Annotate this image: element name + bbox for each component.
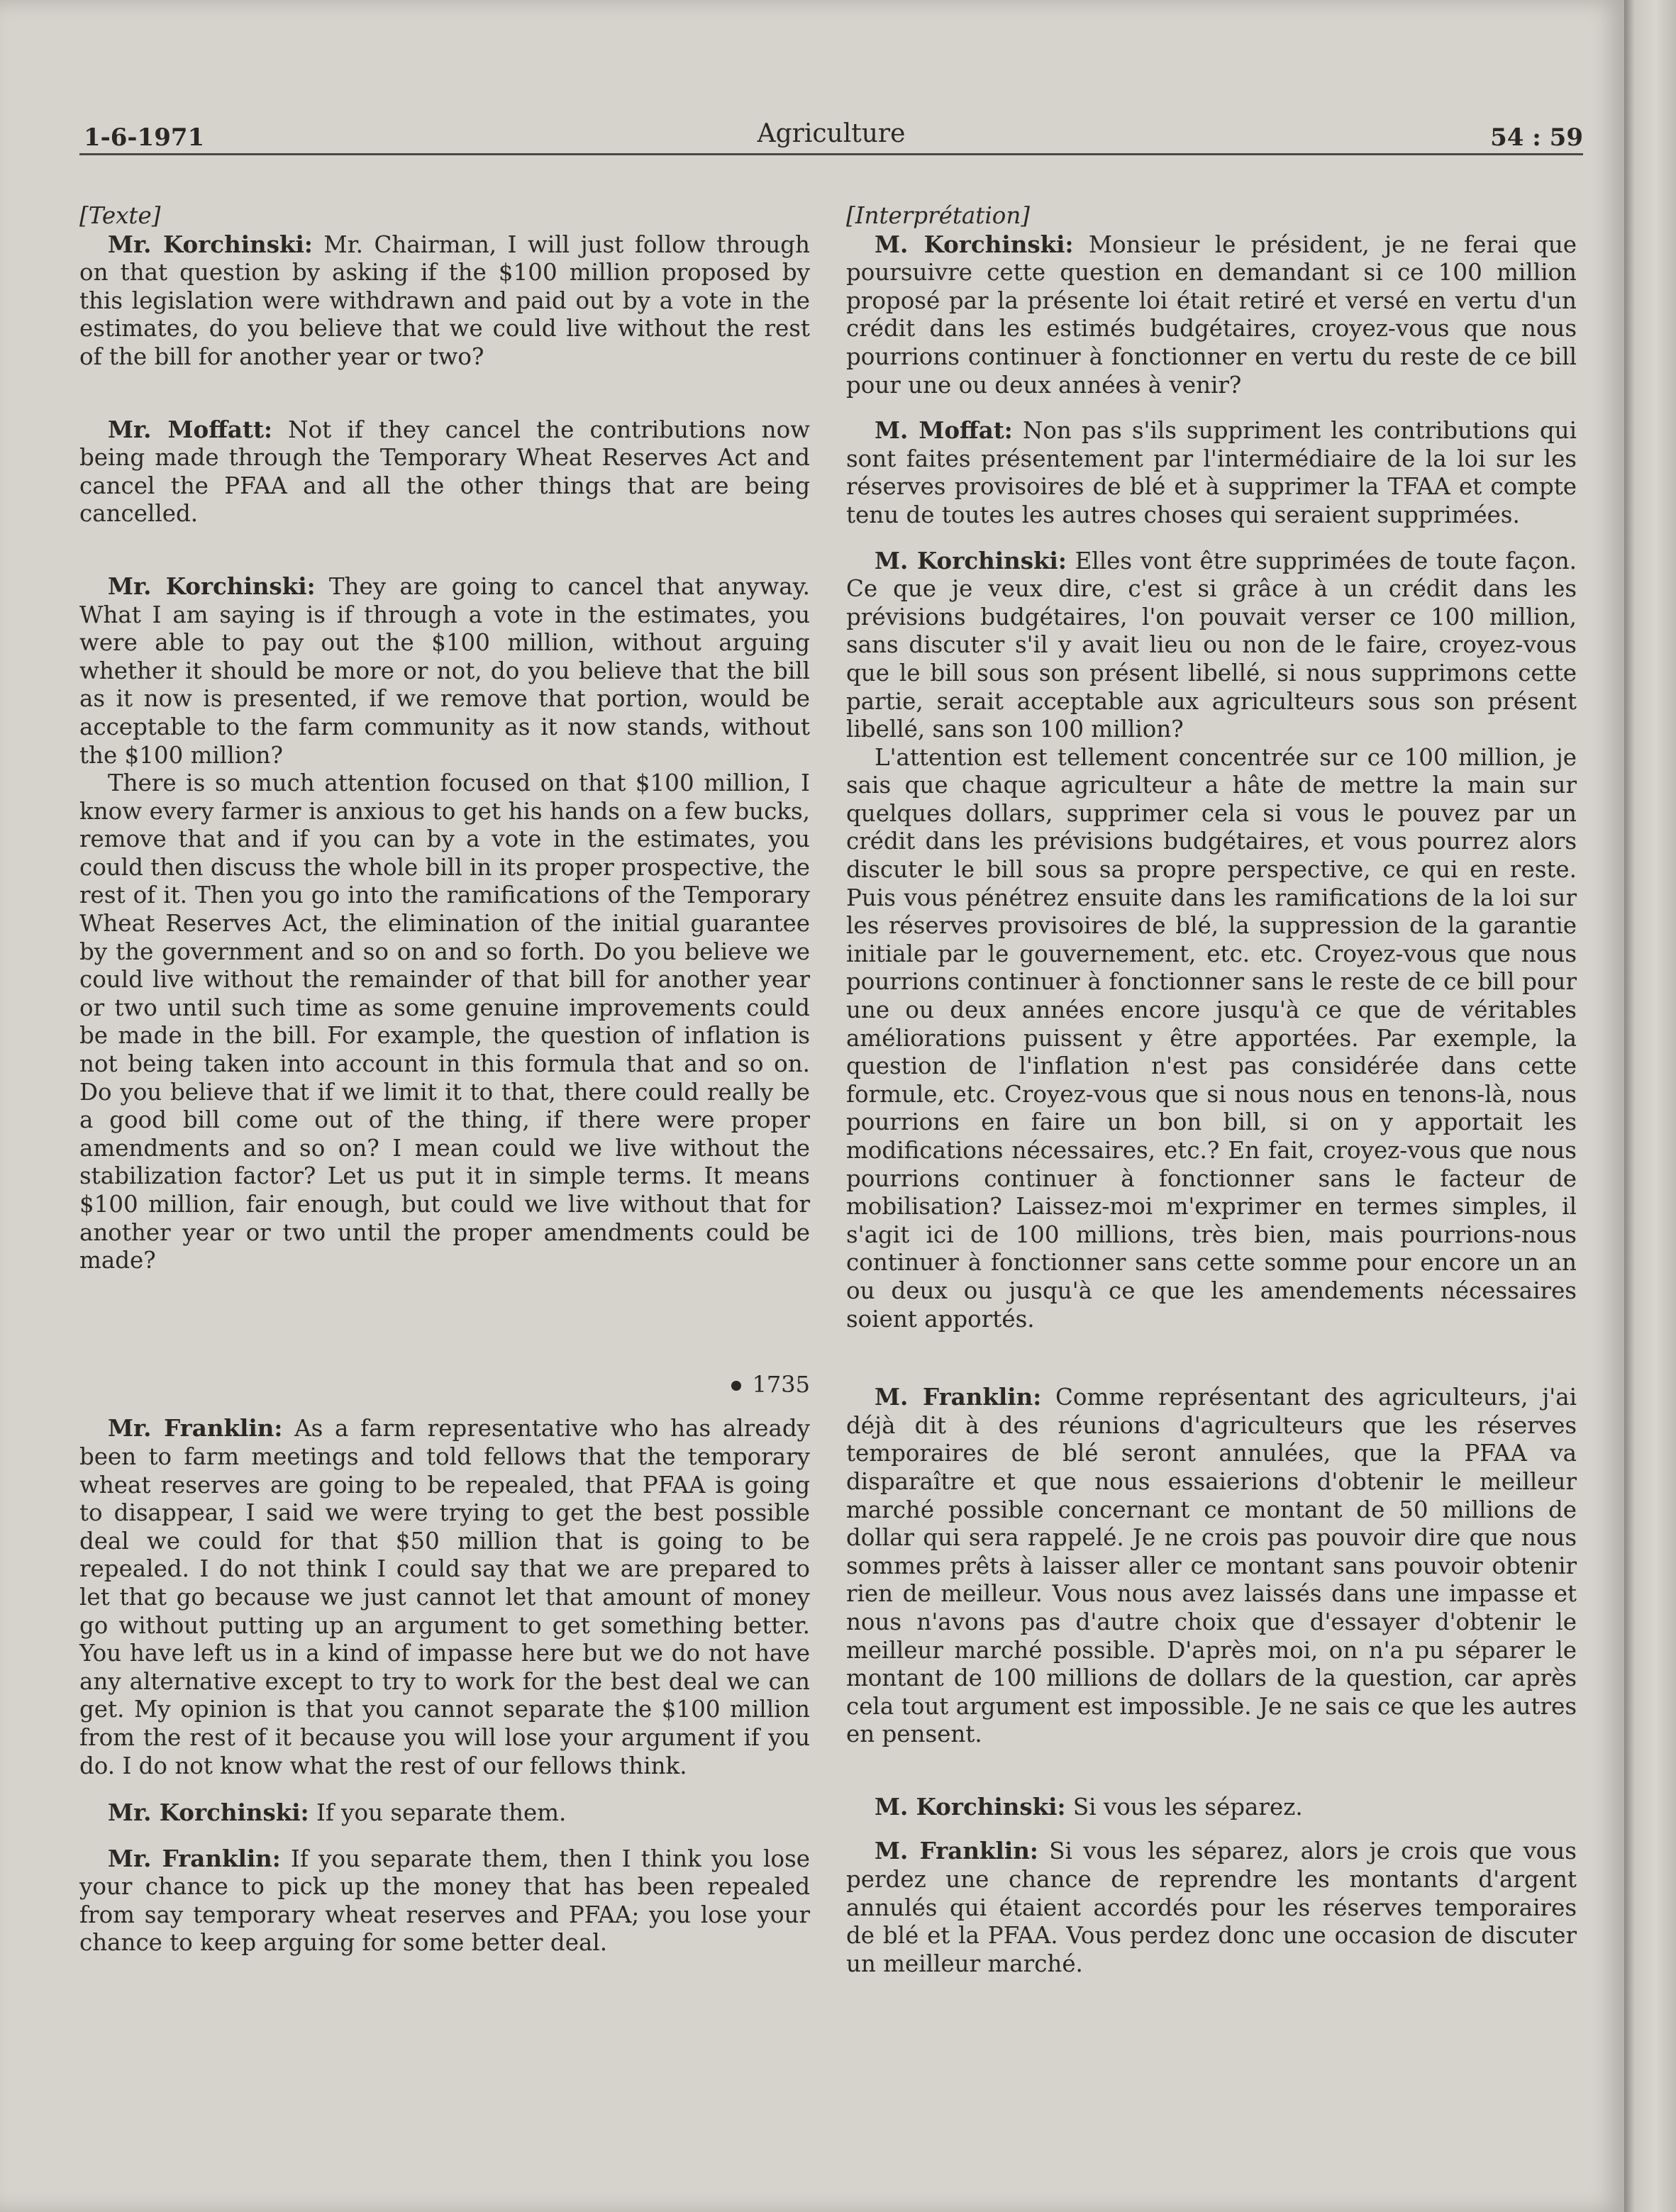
speaker-name: M. Korchinski: (875, 546, 1067, 574)
section-tag-texte (79, 202, 810, 230)
tag-bracket-open: [ (846, 202, 855, 229)
speech-text: Mr. Chairman, I will just follow through on that question by asking if the $100 million proposed by this legislation were withdrawn and paid out by a vote in the estimates, do you believe that we could live without the rest of the bill for another year or two? (79, 230, 810, 370)
speech-franklin-1 (846, 1383, 1577, 1749)
speech-text: As a farm representative who has already been to farm meetings and told fellows that the temporary wheat reserves are going to be repealed, that PFAA is going to disappear, I said we were trying to get the best possible deal we could for that $50 million that is going to be repealed. I do not think I could say that we are prepared to let that go because we just cannot let that amount of money go without putting up an argument to get something better. You have left us in a kind of impasse here but we do not have any alternative except to try to work for the best deal we can get. My opinion is that you cannot separate the $100 million from the rest of it because you will lose your argument if you do. I do not know what the rest of our fellows think. (79, 1415, 810, 1779)
speech-franklin-2 (79, 1845, 810, 1957)
page-edge-stack (1624, 0, 1676, 2212)
tag-label: Texte (88, 202, 152, 229)
speaker-name: Mr. Korchinski: (108, 230, 313, 258)
speech-moffatt (79, 416, 810, 528)
speech-text: Non pas s'ils suppriment les contributions qui sont faites présentement par l'intermédiaire de la loi sur les réserves provisoires de blé et à supprimer la TFAA et compte tenu de toutes les autres choses qui seraient supprimées. (846, 417, 1577, 528)
speaker-name: M. Franklin: (875, 1837, 1038, 1865)
tag-bracket-open: [ (79, 202, 89, 229)
speech-korchinski-2 (79, 572, 810, 769)
header-rule (79, 153, 1583, 155)
speaker-name: Mr. Franklin: (108, 1844, 281, 1872)
speech-korchinski-2-continued: There is so much attention focused on that $100 million, I know every farmer is anxious to get his hands on a few bucks, remove that and if you can by a vote in the estimates, you could then discuss the whole bill in its proper prospective, the rest of it. Then you go into the ramifications of the Temporary Wheat Reserves Act, the elimination of the initial guarantee by the government and so on and so forth. Do you believe we could live without the remainder of that bill for another year or two until such time as some genuine improvements could be made in the bill. For example, the question of inflation is not being taken into account in this formula that and so on. Do you believe that if we limit it to that, there could really be a good bill come out of the thing, if there were proper amendments and so on? I mean could we live without the stabilization factor? Let us put it in simple terms. It means $100 million, fair enough, but could we live without that for another year or two until the proper amendments could be made? (79, 769, 810, 1274)
speaker-name: Mr. Korchinski: (108, 572, 316, 600)
speech-text: Not if they cancel the contributions now being made through the Temporary Wheat Reserves Act and cancel the PFAA and all the other things that are being cancelled. (79, 416, 810, 528)
speech-text: Monsieur le président, je ne ferai que poursuivre cette question en demandant si ce 100 million proposé par la présente loi était retiré et versé en vertu d'un crédit dans les estimés budgétaires, croyez-vous que nous pourrions continuer à fonctionner en vertu du reste de ce bill pour une ou deux années à venir? (846, 230, 1577, 399)
speech-text: Elles vont être supprimées de toute façon. Ce que je veux dire, c'est si grâce à un crédit dans les prévisions budgétaires, l'on pouvait verser ce 100 million, sans discuter s'il y avait lieu ou non de le faire, croyez-vous que le bill sous son présent libellé, si nous supprimons cette partie, serait acceptable aux agriculteurs sous son présent libellé, sans son 100 million? (846, 547, 1577, 743)
speech-text: If you separate them. (316, 1799, 567, 1827)
speaker-name: Mr. Moffatt: (108, 415, 272, 443)
header-date: 1-6-1971 (84, 123, 205, 152)
time-marker (79, 1371, 810, 1399)
page-header (79, 119, 1583, 155)
speech-text: Si vous les séparez. (1072, 1793, 1303, 1821)
speaker-name: Mr. Korchinski: (108, 1799, 309, 1827)
speech-text: If you separate them, then I think you lose your chance to pick up the money that has been repealed from say temporary wheat reserves and PFAA; you lose your chance to keep arguing for some better deal. (79, 1845, 810, 1957)
speech-franklin-2 (846, 1837, 1577, 1978)
tag-label: Interprétation (855, 202, 1021, 229)
header-page-number: 54 : 59 (1490, 123, 1583, 152)
speech-korchinski-2 (846, 547, 1577, 744)
speaker-name: M. Korchinski: (875, 230, 1074, 258)
speech-text: Si vous les séparez, alors je crois que vous perdez une chance de reprendre les montants d'argent annulés qui étaient accordés pour les réserves temporaires de blé et la PFAA. Vous perdez donc une occasion de discuter un meilleur marché. (846, 1838, 1577, 1977)
english-column (79, 202, 810, 1957)
time-marker-text: 1735 (752, 1370, 810, 1398)
speech-korchinski-1 (846, 230, 1577, 400)
bullet-icon (731, 1381, 741, 1391)
speaker-name: M. Moffat: (875, 416, 1013, 445)
speech-korchinski-3 (79, 1799, 810, 1828)
speaker-name: M. Franklin: (875, 1383, 1042, 1411)
tag-bracket-close: ] (151, 202, 161, 229)
tag-bracket-close: ] (1021, 202, 1030, 229)
speech-franklin-1 (79, 1414, 810, 1780)
speech-korchinski-3 (846, 1793, 1577, 1822)
speaker-name: M. Korchinski: (875, 1792, 1066, 1821)
speaker-name: Mr. Franklin: (108, 1414, 283, 1443)
speech-korchinski-1 (79, 230, 810, 372)
section-tag-interpretation (846, 202, 1577, 230)
speech-korchinski-2-continued: L'attention est tellement concentrée sur ce 100 million, je sais que chaque agriculteur a hâte de mettre la main sur quelques dollars, supprimer cela si vous le pouvez par un crédit dans les prévisions budgétaires, et vous pourrez alors discuter le bill sous sa propre perspective, ce qui en reste. Puis vous pénétrez ensuite dans les ramifications de la loi sur les réserves provisoires de blé, la suppression de la garantie initiale par le gouvernement, etc. etc. Croyez-vous que nous pourrions continuer à fonctionner sans le reste de ce bill pour une ou deux années encore jusqu'à ce que de véritables améliorations puissent y être apportées. Par exemple, la question de l'inflation n'est pas considérée dans cette formule, etc. Croyez-vous que si nous nous en tenons-là, nous pourrions en faire un bon bill, si on y apportait les modifications nécessaires, etc.? En fait, croyez-vous que nous pourrions continuer à fonctionner sans le facteur de mobilisation? Laissez-moi m'exprimer en termes simples, il s'agit ici de 100 millions, très bien, mais pourrions-nous continuer à fonctionner sans cette somme pour encore un an ou deux ou jusqu'à ce que les amendements nécessaires soient apportés. (846, 743, 1577, 1333)
header-title: Agriculture (757, 119, 906, 148)
french-column (846, 202, 1577, 1978)
speech-text: Comme représentant des agriculteurs, j'ai déjà dit à des réunions d'agriculteurs que les réserves temporaires de blé seront annulées, que la PFAA va disparaître et que nous essaierions d'obtenir le meilleur marché possible concernant ce montant de 50 millions de dollar qui sera rappelé. Je ne crois pas pouvoir dire que nous sommes prêts à laisser aller ce montant sans pouvoir obtenir rien de meilleur. Vous nous avez laissés dans une impasse et nous n'avons pas d'autre choix que d'essayer d'obtenir le meilleur marché possible. D'après moi, on n'a pu séparer le montant de 100 millions de dollars de la question, car après cela tout argument est impossible. Je ne sais ce que les autres en pensent. (846, 1384, 1577, 1748)
speech-text: They are going to cancel that anyway. What I am saying is if through a vote in the estimates, you were able to pay out the $100 million, without arguing whether it should be more or not, do you believe that the bill as it now is presented, if we remove that portion, would be acceptable to the farm community as it now stands, without the $100 million? (79, 572, 810, 769)
speech-moffat (846, 416, 1577, 529)
